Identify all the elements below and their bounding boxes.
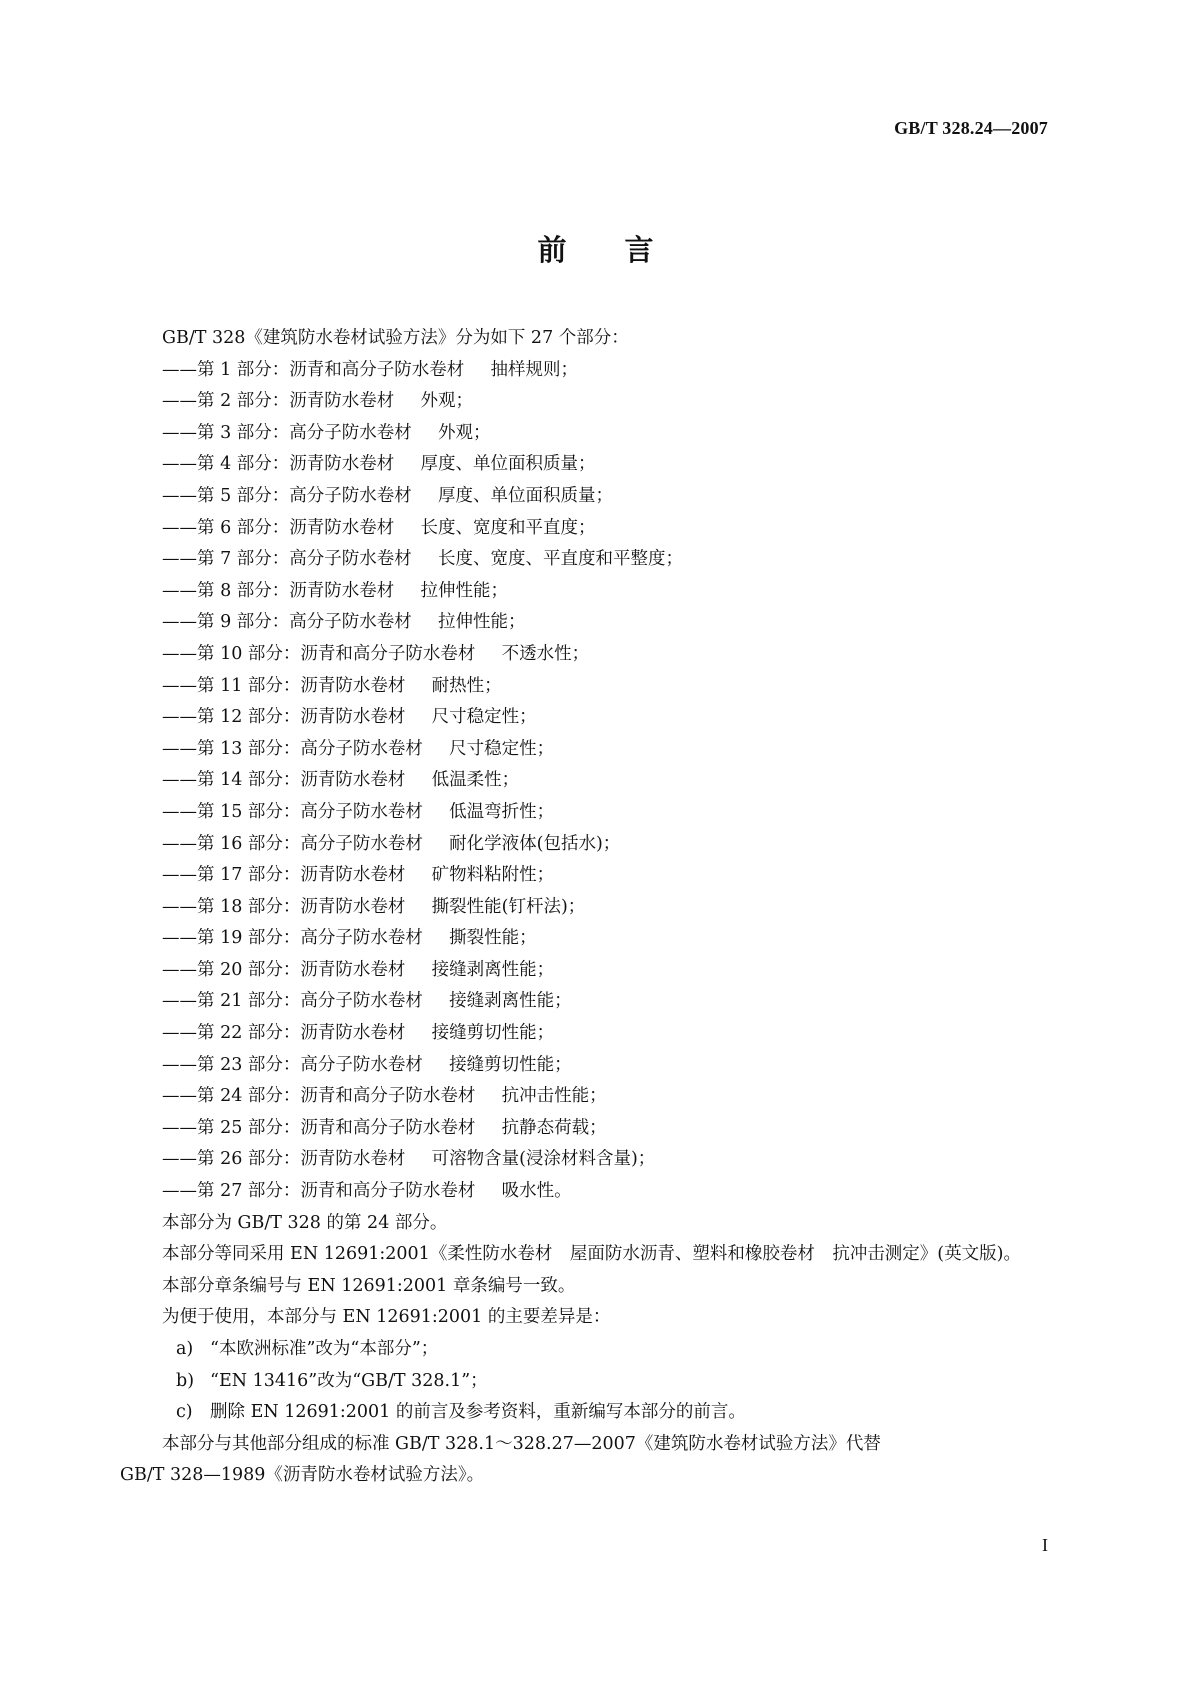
list-item: [120, 1176, 1065, 1208]
part-label: ——第 1 部分：沥青和高分子防水卷材: [162, 359, 465, 380]
part-label: ——第 21 部分：高分子防水卷材: [162, 991, 423, 1012]
part-desc: 尺寸稳定性；: [431, 707, 537, 728]
foreword-body: [120, 323, 1065, 1492]
part-desc: 低温柔性；: [431, 770, 520, 791]
part-label: ——第 22 部分：沥青防水卷材: [162, 1023, 406, 1044]
differences-intro: 为便于使用，本部分与 EN 12691:2001 的主要差异是：: [162, 1307, 611, 1328]
list-item: [120, 1144, 1065, 1176]
list-item: [120, 355, 1065, 387]
part-label: ——第 11 部分：沥青防水卷材: [162, 675, 406, 696]
part-desc: 撕裂性能(钉杆法)；: [431, 896, 586, 917]
part-desc: 抽样规则；: [490, 359, 579, 380]
item-marker: c): [176, 1402, 193, 1423]
part-label: ——第 10 部分：沥青和高分子防水卷材: [162, 643, 476, 664]
list-item: [120, 513, 1065, 545]
replacement-statement: [120, 1429, 1065, 1492]
list-item: [120, 1050, 1065, 1082]
part-desc: 拉伸性能；: [438, 612, 526, 633]
this-part-statement: 本部分为 GB/T 328 的第 24 部分。: [162, 1212, 448, 1233]
parts-list: [120, 355, 1065, 1208]
part-desc: 拉伸性能；: [420, 580, 509, 601]
part-desc: 外观；: [420, 391, 474, 412]
part-desc: 耐化学液体(包括水)；: [449, 833, 621, 854]
list-item: [120, 1334, 1065, 1366]
part-label: ——第 26 部分：沥青防水卷材: [162, 1149, 406, 1170]
list-item: [120, 734, 1065, 766]
list-item: [120, 923, 1065, 955]
part-desc: 长度、宽度、平直度和平整度；: [438, 549, 684, 570]
list-item: [120, 1081, 1065, 1113]
list-item: [120, 386, 1065, 418]
differences-list: [120, 1334, 1065, 1429]
list-item: [120, 1397, 1065, 1429]
list-item: [120, 481, 1065, 513]
list-item: [120, 986, 1065, 1018]
part-desc: 抗冲击性能；: [501, 1086, 607, 1107]
list-item: [120, 829, 1065, 861]
standard-code: GB/T 328.24—2007: [894, 118, 1048, 138]
page-number: I: [1042, 1535, 1048, 1555]
part-label: ——第 16 部分：高分子防水卷材: [162, 833, 423, 854]
part-label: ——第 27 部分：沥青和高分子防水卷材: [162, 1181, 476, 1202]
part-label: ——第 24 部分：沥青和高分子防水卷材: [162, 1086, 476, 1107]
part-label: ——第 25 部分：沥青和高分子防水卷材: [162, 1117, 476, 1138]
part-label: ——第 15 部分：高分子防水卷材: [162, 801, 423, 822]
list-item: [120, 892, 1065, 924]
list-item: [120, 1366, 1065, 1398]
list-item: [120, 671, 1065, 703]
part-label: ——第 19 部分：高分子防水卷材: [162, 928, 423, 949]
item-marker: b): [176, 1370, 195, 1391]
part-label: ——第 23 部分：高分子防水卷材: [162, 1054, 423, 1075]
part-desc: 长度、宽度和平直度；: [420, 517, 596, 538]
list-item: [120, 449, 1065, 481]
part-desc: 耐热性；: [431, 675, 502, 696]
part-desc: 矿物料粘附性；: [431, 865, 555, 886]
part-desc: 厚度、单位面积质量；: [438, 485, 614, 506]
part-label: ——第 12 部分：沥青防水卷材: [162, 707, 406, 728]
part-desc: 厚度、单位面积质量；: [420, 454, 596, 475]
item-text: “本欧洲标准”改为“本部分”；: [210, 1339, 439, 1359]
list-item: [120, 955, 1065, 987]
part-desc: 抗静态荷载；: [501, 1117, 607, 1138]
list-item: [120, 1018, 1065, 1050]
adoption-statement: 本部分等同采用 EN 12691:2001《柔性防水卷材 屋面防水沥青、塑料和橡胶卷材 抗冲击测定》(英文版)。: [162, 1244, 1021, 1265]
part-label: ——第 13 部分：高分子防水卷材: [162, 738, 423, 759]
part-label: ——第 14 部分：沥青防水卷材: [162, 770, 406, 791]
part-desc: 可溶物含量(浸涂材料含量)；: [431, 1149, 656, 1170]
part-desc: 接缝剪切性能；: [449, 1054, 572, 1075]
part-desc: 接缝剥离性能；: [449, 991, 572, 1012]
part-label: ——第 4 部分：沥青防水卷材: [162, 454, 395, 475]
part-desc: 接缝剥离性能；: [431, 959, 555, 980]
part-label: ——第 2 部分：沥青防水卷材: [162, 391, 395, 412]
list-item: [120, 418, 1065, 450]
part-desc: 不透水性；: [501, 643, 590, 664]
part-desc: 撕裂性能；: [449, 928, 537, 949]
item-marker: a): [176, 1339, 194, 1359]
list-item: [120, 544, 1065, 576]
part-desc: 低温弯折性；: [449, 801, 555, 822]
part-desc: 吸水性。: [501, 1181, 572, 1202]
item-text: 删除 EN 12691:2001 的前言及参考资料，重新编写本部分的前言。: [210, 1402, 746, 1423]
list-item: [120, 797, 1065, 829]
part-label: ——第 7 部分：高分子防水卷材: [162, 549, 412, 570]
page-title: 前言: [537, 233, 712, 267]
part-label: ——第 9 部分：高分子防水卷材: [162, 612, 412, 633]
part-label: ——第 3 部分：高分子防水卷材: [162, 422, 412, 443]
part-label: ——第 8 部分：沥青防水卷材: [162, 580, 395, 601]
part-desc: 外观；: [438, 422, 491, 443]
list-item: [120, 639, 1065, 671]
list-item: [120, 860, 1065, 892]
list-item: [120, 1113, 1065, 1145]
part-desc: 接缝剪切性能；: [431, 1023, 555, 1044]
intro-paragraph: GB/T 328《建筑防水卷材试验方法》分为如下 27 个部分：: [162, 328, 629, 348]
part-desc: 尺寸稳定性；: [449, 738, 555, 759]
numbering-statement: 本部分章条编号与 EN 12691:2001 章条编号一致。: [162, 1275, 576, 1296]
part-label: ——第 17 部分：沥青防水卷材: [162, 865, 406, 886]
list-item: [120, 607, 1065, 639]
list-item: [120, 576, 1065, 608]
replacement-line-2: GB/T 328—1989《沥青防水卷材试验方法》。: [120, 1465, 485, 1486]
list-item: [120, 765, 1065, 797]
part-label: ——第 6 部分：沥青防水卷材: [162, 517, 395, 538]
replacement-line-1: 本部分与其他部分组成的标准 GB/T 328.1～328.27—2007《建筑防水卷材试验方法》代替: [162, 1433, 881, 1454]
part-label: ——第 5 部分：高分子防水卷材: [162, 485, 412, 506]
part-label: ——第 18 部分：沥青防水卷材: [162, 896, 406, 917]
part-label: ——第 20 部分：沥青防水卷材: [162, 959, 406, 980]
item-text: “EN 13416”改为“GB/T 328.1”；: [210, 1370, 488, 1391]
list-item: [120, 702, 1065, 734]
